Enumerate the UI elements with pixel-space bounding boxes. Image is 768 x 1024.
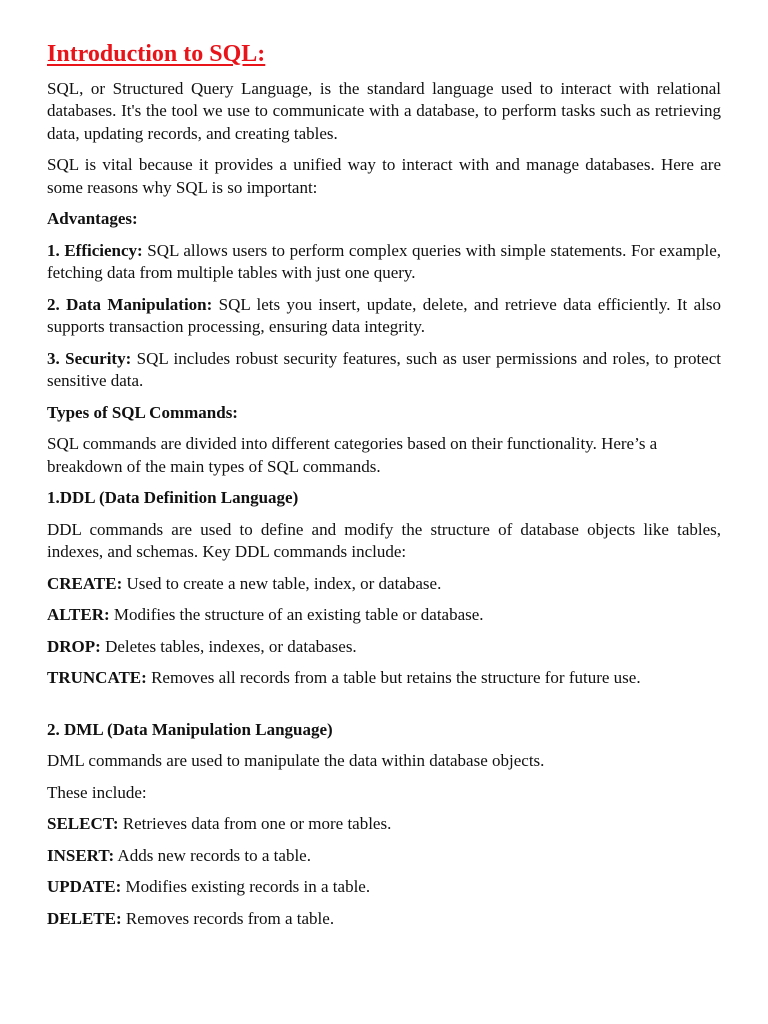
ddl-command-create	[47, 573, 721, 596]
command-text: Retrieves data from one or more tables.	[118, 814, 392, 834]
command-term: TRUNCATE:	[47, 668, 147, 688]
command-term: ALTER:	[47, 605, 110, 625]
advantage-item-security	[47, 348, 721, 393]
advantage-term: 3. Security:	[47, 348, 132, 368]
advantage-text: SQL includes robust security features, such as user permissions and roles, to protect sensitive data.	[47, 348, 722, 391]
ddl-command-alter	[47, 604, 721, 627]
dml-command-insert	[47, 845, 721, 868]
command-term: INSERT:	[47, 845, 115, 865]
command-text: Used to create a new table, index, or database.	[122, 573, 442, 593]
document-page	[47, 40, 721, 939]
types-intro: SQL commands are divided into different categories based on their functionality. Here’s a breakdown of the main types of SQL commands.	[47, 434, 658, 476]
page-title: Introduction to SQL:	[47, 41, 266, 67]
command-term: DROP:	[47, 636, 101, 656]
dml-command-update	[47, 876, 721, 899]
advantage-term: 1. Efficiency:	[47, 240, 143, 260]
ddl-heading: 1.DDL (Data Definition Language)	[47, 488, 299, 508]
ddl-intro: DDL commands are used to define and modify the structure of database objects like tables, indexes, and schemas. Key DDL commands include:	[47, 519, 721, 562]
command-text: Adds new records to a table.	[114, 845, 311, 865]
dml-command-delete	[47, 908, 721, 931]
command-text: Modifies the structure of an existing table or database.	[109, 605, 484, 625]
section-spacer	[47, 699, 721, 719]
dml-command-select	[47, 813, 721, 836]
dml-intro: DML commands are used to manipulate the data within database objects.	[47, 751, 545, 771]
command-text: Removes records from a table.	[121, 908, 335, 928]
command-text: Deletes tables, indexes, or databases.	[100, 636, 357, 656]
command-term: UPDATE:	[47, 877, 122, 897]
ddl-command-drop	[47, 636, 721, 659]
command-term: SELECT:	[47, 814, 119, 834]
advantage-item-efficiency	[47, 240, 721, 285]
advantage-text: SQL lets you insert, update, delete, and retrieve data efficiently. It also supports transaction processing, ensuring data integrity.	[47, 294, 722, 337]
dml-intro-2: These include:	[47, 782, 147, 802]
advantage-term: 2. Data Manipulation:	[47, 294, 213, 314]
types-heading: Types of SQL Commands:	[47, 402, 238, 422]
advantage-item-data-manipulation	[47, 294, 721, 339]
intro-paragraph-2: SQL is vital because it provides a unified way to interact with and manage databases. Here are some reasons why SQL is so important:	[47, 155, 721, 197]
command-term: DELETE:	[47, 908, 122, 928]
command-term: CREATE:	[47, 573, 123, 593]
ddl-command-truncate	[47, 667, 721, 690]
advantages-heading: Advantages:	[47, 209, 138, 229]
advantage-text: SQL allows users to perform complex queries with simple statements. For example, fetching data from multiple tables with just one query.	[47, 240, 721, 283]
command-text: Modifies existing records in a table.	[121, 877, 371, 897]
dml-heading: 2. DML (Data Manipulation Language)	[47, 719, 333, 739]
command-text: Removes all records from a table but retains the structure for future use.	[146, 668, 641, 688]
intro-paragraph-1: SQL, or Structured Query Language, is the standard language used to interact with relational databases. It's the tool we use to communicate with a database, to perform tasks such as retrieving data, updating records, and creating tables.	[47, 78, 721, 143]
